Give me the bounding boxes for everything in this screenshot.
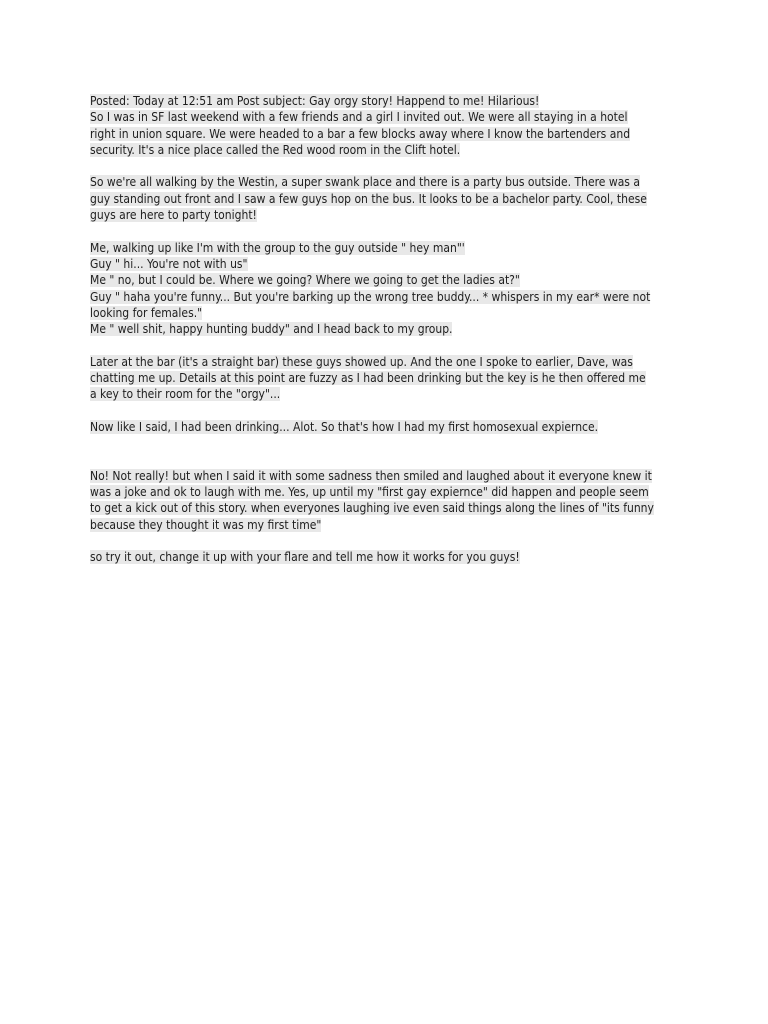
paragraph-line: So we're all walking by the Westin, a super swank place and there is a party bus outside. There was a (90, 175, 640, 190)
paragraph-line: guys are here to party tonight! (90, 208, 257, 223)
document-body (90, 93, 682, 582)
paragraph-westin (90, 174, 682, 223)
paragraph-bar (90, 354, 682, 403)
paragraph-line: so try it out, change it up with your flare and tell me how it works for you guys! (90, 550, 520, 565)
paragraph-line: Now like I said, I had been drinking... Alot. So that's how I had my first homosexual expiernce. (90, 419, 599, 434)
paragraph-line: Later at the bar (it's a straight bar) these guys showed up. And the one I spoke to earlier, Dave, was (90, 354, 633, 369)
paragraph-line: guy standing out front and I saw a few guys hop on the bus. It looks to be a bachelor party. Cool, these (90, 191, 647, 206)
paragraph-line: Posted: Today at 12:51 am Post subject: Gay orgy story! Happend to me! Hilarious! (90, 94, 540, 108)
paragraph-line: a key to their room for the "orgy"... (90, 387, 281, 402)
paragraph-drinking (90, 419, 682, 435)
paragraph-closing (90, 549, 682, 565)
paragraph-line: security. It's a nice place called the Red wood room in the Clift hotel. (90, 142, 461, 157)
paragraph-line: Me, walking up like I'm with the group to the guy outside " hey man"' (90, 240, 465, 255)
paragraph-line: looking for females." (90, 305, 203, 320)
paragraph-line: Me " no, but I could be. Where we going? Where we going to get the ladies at?" (90, 273, 520, 288)
paragraph-line: right in union square. We were headed to a bar a few blocks away where I know the bartenders and (90, 126, 631, 141)
paragraph-line: Guy " haha you're funny... But you're barking up the wrong tree buddy... * whispers in my ear* were not (90, 289, 651, 304)
paragraph-punchline (90, 468, 682, 533)
paragraph-line: Guy " hi... You're not with us" (90, 256, 248, 271)
paragraph-post-header (90, 93, 682, 158)
paragraph-line: No! Not really! but when I said it with some sadness then smiled and laughed about it everyone knew it (90, 468, 652, 483)
paragraph-line: was a joke and ok to laugh with me. Yes, up until my "first gay expiernce" did happen and people seem (90, 485, 649, 500)
paragraph-line: So I was in SF last weekend with a few friends and a girl I invited out. We were all staying in a hotel (90, 110, 628, 125)
paragraph-line: chatting me up. Details at this point are fuzzy as I had been drinking but the key is he then offered me (90, 371, 646, 386)
paragraph-line: Me " well shit, happy hunting buddy" and I head back to my group. (90, 322, 453, 337)
paragraph-line: because they thought it was my first time" (90, 517, 322, 532)
paragraph-dialogue (90, 240, 682, 338)
paragraph-line: to get a kick out of this story. when everyones laughing ive even said things along the lines of "its funny (90, 501, 654, 516)
